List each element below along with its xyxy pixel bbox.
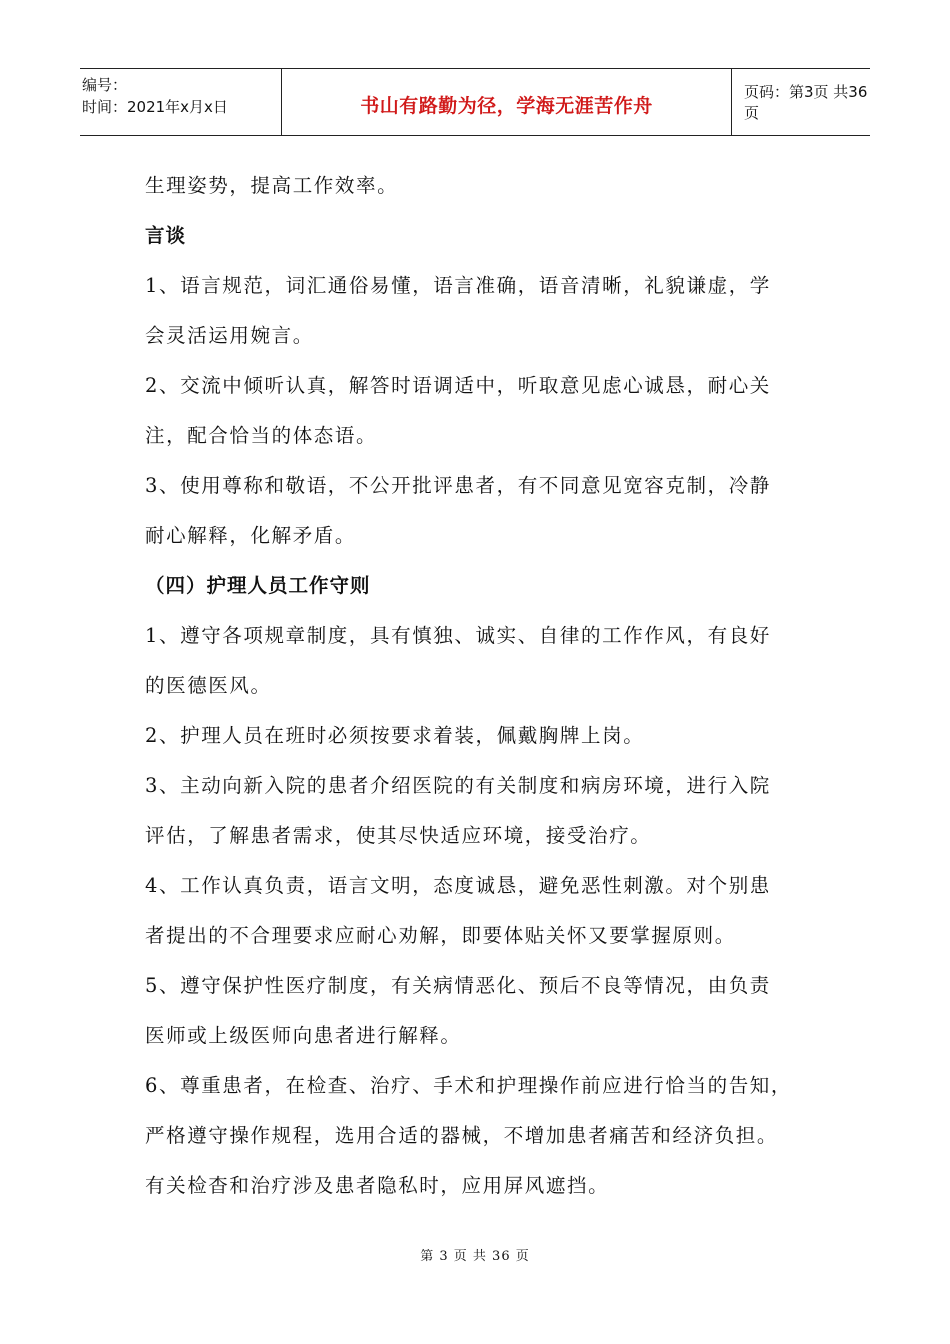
section-heading: 言谈 <box>145 224 187 247</box>
page-footer: 第 3 页 共 36 页 <box>420 1249 530 1264</box>
body-text-line: 者提出的不合理要求应耐心劝解，即要体贴关怀又要掌握原则。 <box>145 924 736 947</box>
section-heading: （四）护理人员工作守则 <box>145 574 371 597</box>
body-text-line: 2、交流中倾听认真，解答时语调适中，听取意见虑心诚恳，耐心关 <box>145 374 771 397</box>
body-text-line: 6、尊重患者，在检查、治疗、手术和护理操作前应进行恰当的告知， <box>145 1074 793 1097</box>
serial-label: 编号： <box>82 76 128 94</box>
body-text-line: 严格遵守操作规程，选用合适的器械，不增加患者痛苦和经济负担。 <box>145 1124 779 1147</box>
document-body <box>145 161 840 1211</box>
body-text-line: 1、语言规范，词汇通俗易懂，语言准确，语音清晰，礼貌谦虚，学 <box>145 274 771 297</box>
header-motto: 书山有路勤为径，学海无涯苦作舟 <box>360 94 653 117</box>
body-text-line: 评估，了解患者需求，使其尽快适应环境，接受治疗。 <box>145 824 652 847</box>
body-text-line: 3、使用尊称和敬语，不公开批评患者，有不同意见宽容克制，冷静 <box>145 474 771 497</box>
body-text-line: 注，配合恰当的体态语。 <box>145 424 378 447</box>
body-text-line: 有关检杳和治疗涉及患者隐私时，应用屏风遮挡。 <box>145 1174 610 1197</box>
body-text-line: 2、护理人员在班时必须按要求着装，佩戴胸牌上岗。 <box>145 724 645 747</box>
body-text-line: 生理姿势，提高工作效率。 <box>145 174 399 197</box>
time-label: 时间：2021年x月x日 <box>82 98 228 116</box>
body-text-line: 的医德医风。 <box>145 674 272 697</box>
body-text-line: 3、主动向新入院的患者介绍医院的有关制度和病房环境，进行入院 <box>145 774 771 797</box>
header-motto-cell <box>282 69 732 135</box>
body-text-line: 耐心解释，化解矛盾。 <box>145 524 357 547</box>
page-header <box>80 68 870 136</box>
body-text-line: 4、工作认真负责，语言文明，态度诚恳，避免恶性刺激。对个别患 <box>145 874 771 897</box>
body-text-line: 5、遵守保护性医疗制度，有关病情恶化、预后不良等情况，由负责 <box>145 974 771 997</box>
header-page-info: 页码：第3页 共36页 <box>744 83 868 122</box>
header-meta-cell <box>80 69 282 135</box>
body-text-line: 1、遵守各项规章制度，具有慎独、诚实、自律的工作作风，有良好 <box>145 624 771 647</box>
header-page-cell <box>732 69 870 135</box>
body-text-line: 医师或上级医师向患者进行解释。 <box>145 1024 462 1047</box>
body-text-line: 会灵活运用婉言。 <box>145 324 314 347</box>
